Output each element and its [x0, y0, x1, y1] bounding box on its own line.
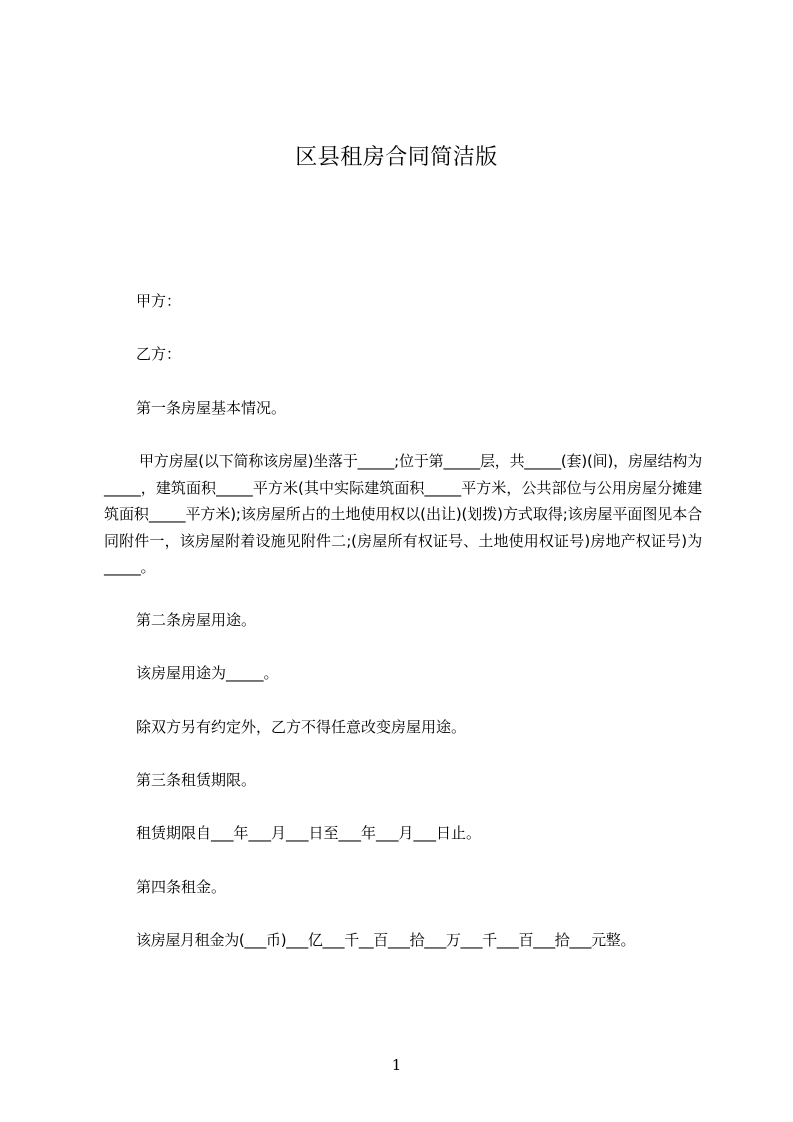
page-number: 1: [391, 1056, 402, 1074]
article-1-heading: 第一条房屋基本情况。: [136, 399, 287, 417]
document-title: 区县租房合同简洁版: [295, 145, 498, 170]
article-3-heading: 第三条租赁期限。: [136, 771, 257, 789]
article-2-usage-line: 该房屋用途为_____。: [136, 664, 279, 682]
article-4-heading: 第四条租金。: [136, 878, 227, 896]
article-4-body: 该房屋月租金为(___币)___亿___千__百___拾___万___千___百___拾___元整。: [136, 931, 636, 949]
party-a-label: 甲方：: [136, 292, 182, 310]
article-2-restriction-line: 除双方另有约定外，乙方不得任意改变房屋用途。: [136, 718, 467, 736]
article-1-body: 甲方房屋(以下简称该房屋)坐落于_____;位于第_____层，共_____(套)(间)，房屋结构为_____，建筑面积_____平方米(其中实际建筑面积_____平方米，公共部位与公用房屋分摊建筑面积_____平方米);该房屋所占的土地使用权以(出让)(划拨)方式取得;该房屋平面图见本合同附件一，该房屋附着设施见附件二;(房屋所有权证号、土地使用权证号)房地产权证号)为_____。: [104, 452, 702, 576]
article-3-body: 租赁期限自___年___月___日至___年___月___日止。: [136, 824, 482, 842]
article-2-heading: 第二条房屋用途。: [136, 611, 257, 629]
party-b-label: 乙方：: [136, 345, 182, 363]
